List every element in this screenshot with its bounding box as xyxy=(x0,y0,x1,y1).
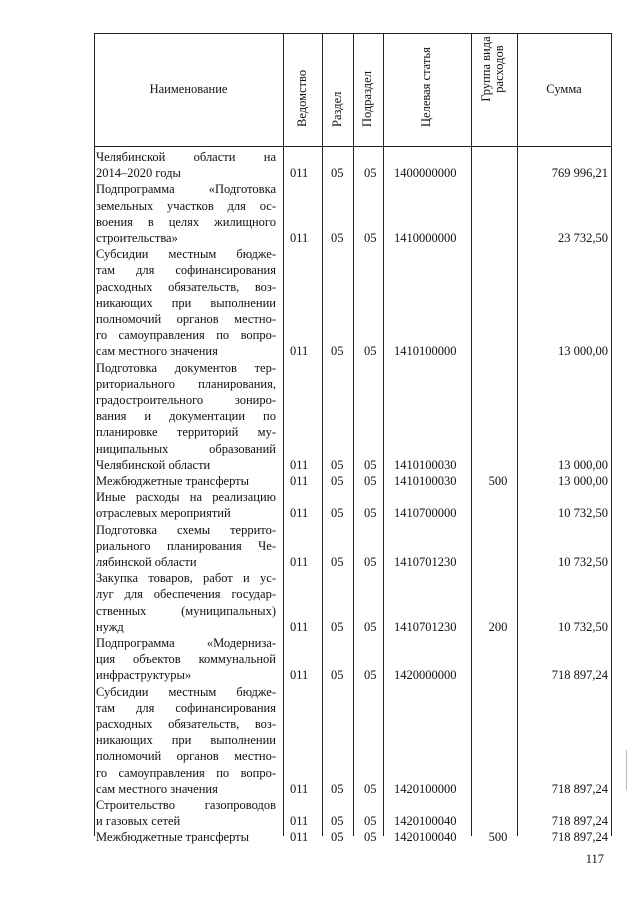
row-celevaya-statya: 1410100000 xyxy=(394,344,457,359)
row-name xyxy=(96,684,276,797)
row-podrazdel: 05 xyxy=(364,474,377,488)
row-name-line: нужд xyxy=(96,619,124,634)
row-name-line: ция объектов коммунальной xyxy=(96,652,276,667)
row-vedomstvo: 011 xyxy=(290,166,309,181)
row-name-line: ниципальных образований xyxy=(96,441,276,456)
table-row xyxy=(94,489,612,521)
row-summa: 718 897,24 xyxy=(551,781,608,796)
row-name-line: Субсидии местным бюдже- xyxy=(96,684,276,699)
header-razdel: Раздел xyxy=(329,91,344,127)
row-celevaya-statya: 1410100030 xyxy=(394,457,457,472)
row-razdel: 05 xyxy=(331,781,344,796)
row-name-line: 2014–2020 годы xyxy=(96,166,181,181)
row-summa: 718 897,24 xyxy=(551,668,608,683)
row-vedomstvo: 011 xyxy=(290,474,309,488)
row-summa: 23 732,50 xyxy=(558,230,608,245)
row-name-line: отраслевых мероприятий xyxy=(96,506,231,521)
row-name-line: Подпрограмма «Подготовка xyxy=(96,182,276,197)
header-divider xyxy=(94,146,612,147)
row-razdel: 05 xyxy=(331,554,344,569)
row-name-line: Межбюджетные трансферты xyxy=(96,830,250,845)
row-celevaya-statya: 1420100000 xyxy=(394,781,457,796)
row-podrazdel: 05 xyxy=(364,814,377,829)
row-name-line: там для софинансирования xyxy=(96,700,276,715)
row-name-line: риториального планирования, xyxy=(96,376,276,391)
row-name-line: Межбюджетные трансферты xyxy=(96,474,250,488)
row-celevaya-statya: 1420100040 xyxy=(394,814,457,829)
row-name-line: ственных (муниципальных) xyxy=(96,603,276,618)
row-razdel: 05 xyxy=(331,344,344,359)
row-gruppa: 500 xyxy=(488,474,508,488)
table-row xyxy=(94,149,612,181)
row-summa: 13 000,00 xyxy=(558,344,608,359)
table-row xyxy=(94,684,612,797)
row-celevaya-statya: 1410701230 xyxy=(394,554,457,569)
row-razdel: 05 xyxy=(331,506,344,521)
row-summa: 718 897,24 xyxy=(551,830,608,845)
header-gruppa-vida-rashodov: Группа вида расходов xyxy=(479,36,506,102)
row-name-line: градостроительного зониро- xyxy=(96,392,276,407)
row-razdel: 05 xyxy=(331,166,344,181)
header-summa: Сумма xyxy=(546,82,582,96)
row-vedomstvo: 011 xyxy=(290,814,309,829)
row-name xyxy=(96,570,276,635)
row-name-line: полномочий органов местно- xyxy=(96,749,276,764)
row-name-line: Строительство газопроводов xyxy=(96,798,276,812)
row-name-line: никающих при выполнении xyxy=(96,733,276,748)
header-name: Наименование xyxy=(149,82,228,96)
row-name-line: планировке территорий му- xyxy=(96,425,276,440)
table-row xyxy=(94,360,612,473)
row-summa: 10 732,50 xyxy=(558,619,608,634)
row-name xyxy=(96,522,276,571)
row-name-line: строительства» xyxy=(96,230,178,245)
row-vedomstvo: 011 xyxy=(290,457,309,472)
row-summa: 718 897,24 xyxy=(551,814,608,829)
row-celevaya-statya: 1410701230 xyxy=(394,619,457,634)
row-name-line: Подготовка схемы террито- xyxy=(96,522,276,537)
row-vedomstvo: 011 xyxy=(290,344,309,359)
header-podrazdel: Подраздел xyxy=(360,71,374,127)
table-row xyxy=(94,246,612,359)
row-podrazdel: 05 xyxy=(364,166,377,181)
row-summa: 10 732,50 xyxy=(558,554,608,569)
row-vedomstvo: 011 xyxy=(290,668,309,683)
row-name-line: инфраструктуры» xyxy=(96,668,192,683)
row-podrazdel: 05 xyxy=(364,344,377,359)
row-name-line: риального планирования Че- xyxy=(96,538,276,553)
row-name-line: и газовых сетей xyxy=(96,814,181,829)
row-summa: 10 732,50 xyxy=(558,506,608,521)
budget-table xyxy=(94,33,612,845)
row-celevaya-statya: 1420000000 xyxy=(394,668,457,683)
row-name-line: луг для обеспечения государ- xyxy=(96,587,276,602)
scan-edge-mark xyxy=(626,750,627,790)
row-name xyxy=(96,149,276,181)
row-razdel: 05 xyxy=(331,619,344,634)
row-vedomstvo: 011 xyxy=(290,781,309,796)
table-row xyxy=(94,570,612,635)
row-name-line: Подпрограмма «Модерниза- xyxy=(96,636,276,650)
row-vedomstvo: 011 xyxy=(290,619,309,634)
row-name xyxy=(96,246,276,359)
table-row xyxy=(94,635,612,684)
row-celevaya-statya: 1410000000 xyxy=(394,230,457,245)
row-vedomstvo: 011 xyxy=(290,230,309,245)
row-name xyxy=(96,181,276,246)
row-name-line: расходных обязательств, воз- xyxy=(96,716,276,731)
row-name xyxy=(96,635,276,684)
row-name-line: полномочий органов местно- xyxy=(96,311,276,326)
row-podrazdel: 05 xyxy=(364,506,377,521)
row-name-line: лябинской области xyxy=(96,554,197,569)
row-gruppa: 500 xyxy=(488,830,508,845)
row-summa: 13 000,00 xyxy=(558,474,608,488)
row-name xyxy=(96,473,276,489)
row-celevaya-statya: 1400000000 xyxy=(394,166,457,181)
page-number: 117 xyxy=(585,852,604,866)
row-celevaya-statya: 1420100040 xyxy=(394,830,457,845)
row-name-line: Челябинской области на xyxy=(96,150,276,164)
row-name-line: Иные расходы на реализацию xyxy=(96,490,276,505)
row-razdel: 05 xyxy=(331,230,344,245)
row-podrazdel: 05 xyxy=(364,781,377,796)
row-podrazdel: 05 xyxy=(364,230,377,245)
row-razdel: 05 xyxy=(331,474,344,488)
header-vedomstvo: Ведомство xyxy=(294,69,309,127)
table-row xyxy=(94,522,612,571)
row-gruppa: 200 xyxy=(488,619,508,634)
row-summa: 769 996,21 xyxy=(551,166,608,181)
row-razdel: 05 xyxy=(331,457,344,472)
row-name-line: земельных участков для ос- xyxy=(96,198,276,213)
row-name-line: воения в целях жилищного xyxy=(96,214,276,229)
row-name-line: го самоуправления по вопро- xyxy=(96,765,276,780)
table-row xyxy=(94,797,612,829)
row-name xyxy=(96,360,276,473)
row-celevaya-statya: 1410700000 xyxy=(394,506,457,521)
row-podrazdel: 05 xyxy=(364,457,377,472)
row-razdel: 05 xyxy=(331,814,344,829)
row-name-line: Закупка товаров, работ и ус- xyxy=(96,571,276,586)
row-name-line: сам местного значения xyxy=(96,344,218,359)
row-summa: 13 000,00 xyxy=(558,457,608,472)
table-row xyxy=(94,181,612,246)
row-podrazdel: 05 xyxy=(364,668,377,683)
row-vedomstvo: 011 xyxy=(290,830,309,845)
row-name-line: Подготовка документов тер- xyxy=(96,360,276,375)
row-name xyxy=(96,797,276,829)
table-row xyxy=(94,473,612,489)
row-podrazdel: 05 xyxy=(364,830,377,845)
row-name xyxy=(96,489,276,521)
row-razdel: 05 xyxy=(331,830,344,845)
row-name-line: Челябинской области xyxy=(96,457,211,472)
row-razdel: 05 xyxy=(331,668,344,683)
row-name-line: вания и документации по xyxy=(96,409,276,424)
row-podrazdel: 05 xyxy=(364,619,377,634)
row-name-line: го самоуправления по вопро- xyxy=(96,328,276,343)
row-celevaya-statya: 1410100030 xyxy=(394,474,457,488)
header-celevaya-statya: Целевая статья xyxy=(419,47,433,127)
row-vedomstvo: 011 xyxy=(290,506,309,521)
row-name-line: сам местного значения xyxy=(96,781,218,796)
row-name-line: расходных обязательств, воз- xyxy=(96,279,276,294)
row-name xyxy=(96,829,276,845)
table-row xyxy=(94,829,612,845)
row-name-line: никающих при выполнении xyxy=(96,295,276,310)
row-podrazdel: 05 xyxy=(364,554,377,569)
row-name-line: там для софинансирования xyxy=(96,263,276,278)
row-name-line: Субсидии местным бюдже- xyxy=(96,247,276,262)
row-vedomstvo: 011 xyxy=(290,554,309,569)
